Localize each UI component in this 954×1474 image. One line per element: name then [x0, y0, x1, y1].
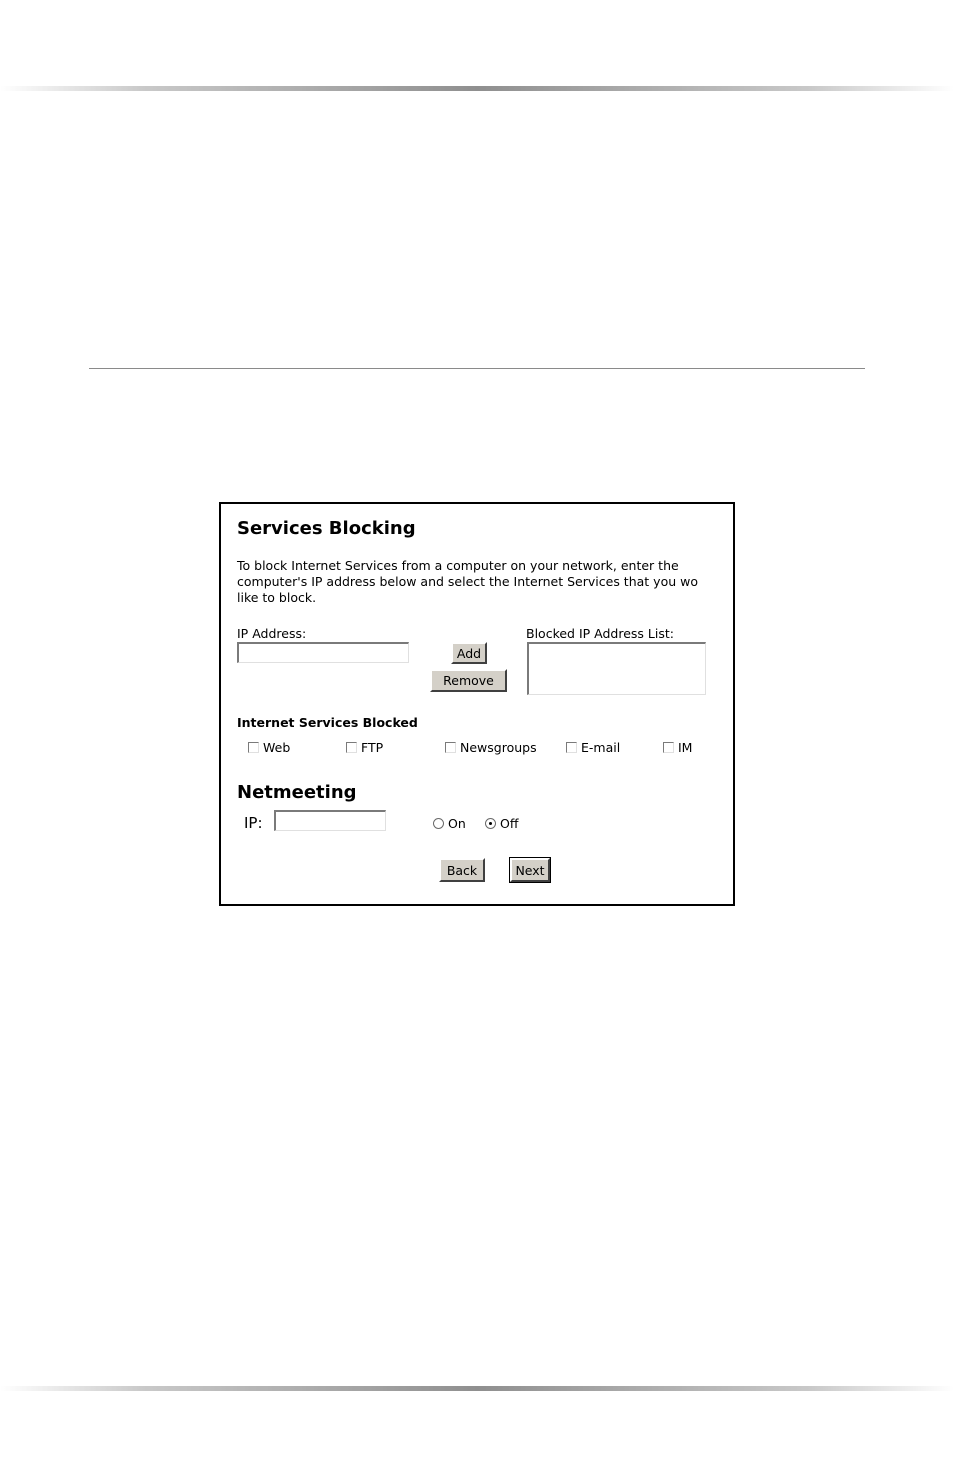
add-button[interactable]: Add	[451, 642, 487, 664]
ip-address-label: IP Address:	[237, 626, 307, 641]
netmeeting-on-option[interactable]	[433, 816, 466, 831]
page-title: Services Blocking	[237, 518, 416, 539]
blocked-list-label: Blocked IP Address List:	[526, 626, 674, 641]
im-label: IM	[678, 740, 693, 755]
web-checkbox[interactable]	[248, 742, 259, 753]
instructions-text: To block Internet Services from a computer on your network, enter the computer's IP address below and select the Internet Services that you wo like to block.	[237, 558, 698, 605]
service-newsgroups[interactable]	[445, 740, 537, 755]
blocked-ip-list[interactable]	[527, 642, 706, 695]
top-divider	[0, 86, 954, 91]
ip-address-input[interactable]	[237, 642, 409, 663]
off-label: Off	[500, 816, 519, 831]
ftp-label: FTP	[361, 740, 384, 755]
remove-button[interactable]: Remove	[430, 669, 507, 692]
im-checkbox[interactable]	[663, 742, 674, 753]
email-label: E-mail	[581, 740, 621, 755]
bottom-divider	[0, 1386, 954, 1391]
services-blocking-panel	[219, 502, 735, 906]
email-checkbox[interactable]	[566, 742, 577, 753]
service-ftp[interactable]	[346, 740, 383, 755]
service-web[interactable]	[248, 740, 290, 755]
ftp-checkbox[interactable]	[346, 742, 357, 753]
netmeeting-ip-label: IP:	[244, 814, 263, 832]
newsgroups-label: Newsgroups	[460, 740, 537, 755]
netmeeting-off-option[interactable]	[485, 816, 518, 831]
netmeeting-heading: Netmeeting	[237, 782, 357, 803]
section-divider	[89, 368, 865, 369]
service-im[interactable]	[663, 740, 692, 755]
service-email[interactable]	[566, 740, 620, 755]
next-button[interactable]: Next	[510, 858, 550, 882]
newsgroups-checkbox[interactable]	[445, 742, 456, 753]
services-heading: Internet Services Blocked	[237, 715, 418, 730]
netmeeting-ip-input[interactable]	[274, 810, 386, 831]
off-radio[interactable]	[485, 818, 496, 829]
on-label: On	[448, 816, 466, 831]
web-label: Web	[263, 740, 291, 755]
back-button[interactable]: Back	[439, 858, 485, 882]
on-radio[interactable]	[433, 818, 444, 829]
